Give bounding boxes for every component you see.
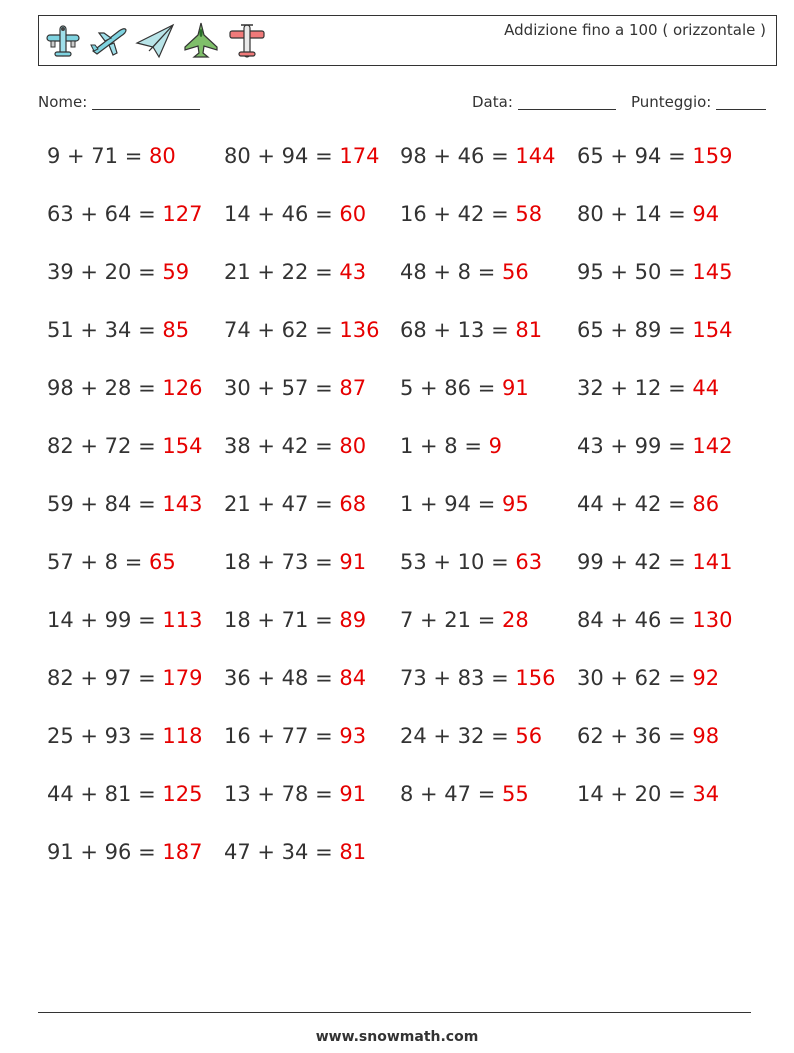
problem-question: 82 + 72 = — [47, 434, 163, 458]
problem-question: 47 + 34 = — [224, 840, 340, 864]
problem-answer: 80 — [339, 434, 367, 458]
problem-question: 7 + 21 = — [400, 608, 502, 632]
problem-item — [224, 840, 366, 864]
problem-answer: 143 — [162, 492, 203, 516]
problem-question: 30 + 62 = — [577, 666, 693, 690]
problem-answer: 56 — [515, 724, 543, 748]
problem-item — [400, 782, 529, 806]
problem-answer: 130 — [692, 608, 733, 632]
problem-item — [577, 260, 732, 284]
problem-item — [400, 202, 542, 226]
problem-item — [577, 608, 732, 632]
problem-item — [47, 144, 176, 168]
problem-answer: 68 — [339, 492, 367, 516]
problem-item — [577, 492, 719, 516]
problem-item — [224, 318, 379, 342]
problem-answer: 154 — [162, 434, 203, 458]
problem-item — [224, 550, 366, 574]
problem-item — [577, 724, 719, 748]
problem-answer: 55 — [501, 782, 529, 806]
problem-question: 24 + 32 = — [400, 724, 516, 748]
problem-answer: 86 — [692, 492, 720, 516]
problem-question: 99 + 42 = — [577, 550, 693, 574]
problem-item — [400, 550, 542, 574]
problem-question: 84 + 46 = — [577, 608, 693, 632]
problem-question: 68 + 13 = — [400, 318, 516, 342]
problem-answer: 44 — [692, 376, 720, 400]
problem-question: 82 + 97 = — [47, 666, 163, 690]
problem-question: 80 + 14 = — [577, 202, 693, 226]
problem-item — [47, 608, 202, 632]
problem-question: 51 + 34 = — [47, 318, 163, 342]
problem-question: 44 + 42 = — [577, 492, 693, 516]
problem-answer: 156 — [515, 666, 556, 690]
problem-answer: 58 — [515, 202, 543, 226]
problem-question: 14 + 46 = — [224, 202, 340, 226]
problem-question: 62 + 36 = — [577, 724, 693, 748]
problem-answer: 136 — [339, 318, 380, 342]
paper-plane-icon — [135, 21, 175, 61]
date-blank[interactable] — [518, 94, 616, 110]
problem-answer: 125 — [162, 782, 203, 806]
date-label: Data: — [472, 93, 513, 111]
problem-question: 73 + 83 = — [400, 666, 516, 690]
problem-item — [577, 782, 719, 806]
problem-answer: 179 — [162, 666, 203, 690]
problem-item — [224, 492, 366, 516]
problem-answer: 126 — [162, 376, 203, 400]
problem-question: 44 + 81 = — [47, 782, 163, 806]
problem-item — [400, 318, 542, 342]
problem-question: 16 + 42 = — [400, 202, 516, 226]
problem-item — [577, 144, 732, 168]
problem-answer: 28 — [501, 608, 529, 632]
problem-item — [224, 376, 366, 400]
problem-item — [224, 202, 366, 226]
problem-answer: 84 — [339, 666, 367, 690]
jet-plane-icon — [89, 21, 129, 61]
problem-question: 14 + 20 = — [577, 782, 693, 806]
problem-question: 13 + 78 = — [224, 782, 340, 806]
problem-item — [47, 724, 202, 748]
problem-answer: 65 — [148, 550, 176, 574]
name-field[interactable] — [38, 93, 200, 111]
problem-question: 38 + 42 = — [224, 434, 340, 458]
name-label: Nome: — [38, 93, 88, 111]
problem-item — [577, 318, 732, 342]
problem-item — [47, 782, 202, 806]
problem-question: 25 + 93 = — [47, 724, 163, 748]
problem-item — [577, 666, 719, 690]
problem-question: 43 + 99 = — [577, 434, 693, 458]
propeller-plane-icon — [43, 21, 83, 61]
icon-strip — [43, 21, 267, 61]
problem-answer: 159 — [692, 144, 733, 168]
problem-item — [47, 666, 202, 690]
problem-question: 53 + 10 = — [400, 550, 516, 574]
problem-question: 57 + 8 = — [47, 550, 149, 574]
problem-item — [577, 202, 719, 226]
problem-answer: 56 — [501, 260, 529, 284]
problem-question: 18 + 73 = — [224, 550, 340, 574]
problem-answer: 34 — [692, 782, 720, 806]
problem-item — [224, 144, 379, 168]
problem-answer: 43 — [339, 260, 367, 284]
problem-item — [47, 260, 189, 284]
problem-question: 32 + 12 = — [577, 376, 693, 400]
problem-item — [47, 492, 202, 516]
red-propeller-plane-icon — [227, 21, 267, 61]
problem-answer: 144 — [515, 144, 556, 168]
problem-question: 63 + 64 = — [47, 202, 163, 226]
problem-answer: 94 — [692, 202, 720, 226]
worksheet-title: Addizione fino a 100 ( orizzontale ) — [504, 21, 766, 39]
problem-question: 1 + 94 = — [400, 492, 502, 516]
problem-item — [577, 376, 719, 400]
problem-answer: 141 — [692, 550, 733, 574]
problem-question: 74 + 62 = — [224, 318, 340, 342]
problem-answer: 87 — [339, 376, 367, 400]
problem-question: 59 + 84 = — [47, 492, 163, 516]
problem-item — [47, 202, 202, 226]
problem-question: 65 + 94 = — [577, 144, 693, 168]
problem-answer: 89 — [339, 608, 367, 632]
problem-item — [224, 782, 366, 806]
date-field[interactable] — [472, 93, 616, 111]
problem-question: 14 + 99 = — [47, 608, 163, 632]
problem-item — [224, 666, 366, 690]
problem-item — [400, 666, 555, 690]
score-blank[interactable] — [716, 94, 766, 110]
problem-answer: 187 — [162, 840, 203, 864]
problem-item — [47, 550, 176, 574]
problem-question: 48 + 8 = — [400, 260, 502, 284]
score-label: Punteggio: — [631, 93, 712, 111]
problem-question: 65 + 89 = — [577, 318, 693, 342]
problem-answer: 80 — [148, 144, 176, 168]
problem-item — [400, 260, 529, 284]
problem-answer: 91 — [339, 550, 367, 574]
problem-item — [47, 840, 202, 864]
problem-question: 21 + 22 = — [224, 260, 340, 284]
header-box — [38, 15, 777, 66]
problem-answer: 85 — [162, 318, 190, 342]
problem-question: 39 + 20 = — [47, 260, 163, 284]
problem-question: 16 + 77 = — [224, 724, 340, 748]
fighter-jet-icon — [181, 21, 221, 61]
problem-question: 5 + 86 = — [400, 376, 502, 400]
problem-question: 18 + 71 = — [224, 608, 340, 632]
problem-answer: 59 — [162, 260, 190, 284]
problem-answer: 9 — [488, 434, 502, 458]
problem-answer: 81 — [515, 318, 543, 342]
problem-question: 36 + 48 = — [224, 666, 340, 690]
problem-item — [400, 376, 529, 400]
problem-answer: 91 — [339, 782, 367, 806]
problem-answer: 93 — [339, 724, 367, 748]
problem-item — [47, 318, 189, 342]
problem-item — [400, 608, 529, 632]
problem-question: 30 + 57 = — [224, 376, 340, 400]
problem-item — [400, 434, 502, 458]
problem-answer: 98 — [692, 724, 720, 748]
name-blank[interactable] — [92, 94, 200, 110]
problem-answer: 113 — [162, 608, 203, 632]
problem-item — [47, 376, 202, 400]
problem-item — [400, 724, 542, 748]
problem-item — [224, 724, 366, 748]
problem-question: 80 + 94 = — [224, 144, 340, 168]
problem-item — [224, 434, 366, 458]
problem-answer: 118 — [162, 724, 203, 748]
problem-question: 9 + 71 = — [47, 144, 149, 168]
problem-item — [47, 434, 202, 458]
problem-answer: 81 — [339, 840, 367, 864]
problem-item — [224, 260, 366, 284]
problem-answer: 60 — [339, 202, 367, 226]
problem-answer: 174 — [339, 144, 380, 168]
problem-question: 8 + 47 = — [400, 782, 502, 806]
problem-question: 21 + 47 = — [224, 492, 340, 516]
problem-question: 98 + 28 = — [47, 376, 163, 400]
problem-answer: 95 — [501, 492, 529, 516]
problem-answer: 142 — [692, 434, 733, 458]
footer-site: www.snowmath.com — [315, 1029, 479, 1045]
problem-answer: 92 — [692, 666, 720, 690]
problem-answer: 145 — [692, 260, 733, 284]
score-field[interactable] — [631, 93, 766, 111]
problem-answer: 154 — [692, 318, 733, 342]
footer-divider — [38, 1012, 751, 1013]
problem-answer: 127 — [162, 202, 203, 226]
problem-answer: 63 — [515, 550, 543, 574]
problem-question: 91 + 96 = — [47, 840, 163, 864]
problem-item — [577, 550, 732, 574]
problem-item — [577, 434, 732, 458]
problem-item — [400, 144, 555, 168]
problem-question: 98 + 46 = — [400, 144, 516, 168]
problem-question: 1 + 8 = — [400, 434, 489, 458]
problem-item — [224, 608, 366, 632]
problem-answer: 91 — [501, 376, 529, 400]
problem-item — [400, 492, 529, 516]
problem-question: 95 + 50 = — [577, 260, 693, 284]
